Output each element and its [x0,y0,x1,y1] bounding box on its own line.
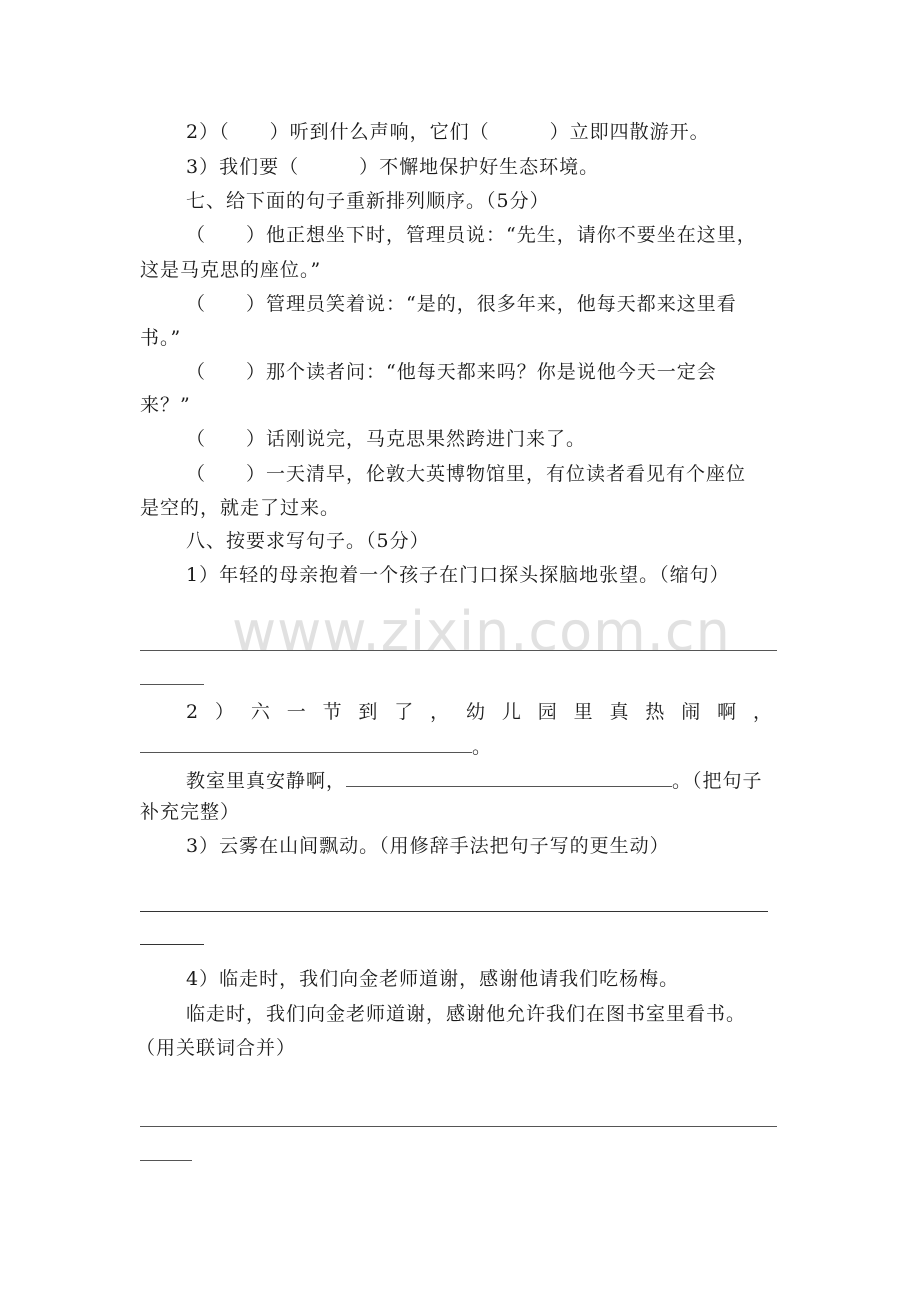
q8-item-4-line3: （用关联词合并） [136,1037,297,1059]
q7-sentence-e-line2: 是空的，就走了过来。 [140,497,341,519]
q7-sentence-a-line1: （ ）他正想坐下时，管理员说：“先生，请你不要坐在这里， [186,224,757,246]
q7-sentence-b-line2: 书。” [140,327,182,349]
q8-item-3: 3）云雾在山间飘动。（用修辞手法把句子写的更生动） [186,835,670,857]
q7-sentence-e-line1: （ ）一天清早，伦敦大英博物馆里，有位读者看见有个座位 [186,463,747,485]
q8-item-4-line2: 临走时，我们向金老师道谢，感谢他允许我们在图书室里看书。 [186,1003,747,1025]
q7-sentence-d: （ ）话刚说完，马克思果然跨进门来了。 [186,428,587,450]
q7-sentence-b-line1: （ ）管理员笑着说：“是的，很多年来，他每天都来这里看 [186,293,737,315]
q8-item-2-line2 [140,734,780,759]
q6-item-2: 2）（ ）听到什么声响，它们（ ）立即四散游开。 [186,121,710,143]
answer-line-1[interactable] [140,650,777,651]
q8-item-2-line3-start: 教室里真安静啊， [186,770,347,792]
watermark: www.zixin.com.cn [232,600,731,663]
q7-sentence-c-line1: （ ）那个读者问：“他每天都来吗？你是说他今天一定会 [186,361,717,383]
q8-item-1: 1）年轻的母亲抱着一个孩子在门口探头探脑地张望。（缩句） [186,564,730,586]
q8-item-2-line1: 2）六一节到了，幼儿园里真热闹啊， [186,701,780,723]
blank-fill-1[interactable] [140,734,472,753]
q8-item-2-line2-end: 。 [472,736,493,758]
q7-sentence-c-line2: 来？” [140,394,191,416]
answer-line-3-continued[interactable] [140,944,204,945]
answer-line-1-continued[interactable] [140,684,204,685]
q8-item-2-line4: 补充完整） [140,801,241,823]
blank-fill-2[interactable] [346,768,672,787]
answer-line-4[interactable] [140,1126,777,1127]
q8-item-4-line1: 4）临走时，我们向金老师道谢，感谢他请我们吃杨梅。 [186,968,680,990]
section-8-title: 八、按要求写句子。（5分） [186,530,430,552]
q7-sentence-a-line2: 这是马克思的座位。” [140,259,322,281]
q6-item-3: 3）我们要（ ）不懈地保护好生态环境。 [186,156,600,178]
answer-line-3[interactable] [140,911,768,912]
section-7-title: 七、给下面的句子重新排列顺序。（5分） [186,190,550,212]
q8-item-2-line3-end: 。（把句子 [672,770,763,792]
q8-item-2-line3 [186,768,780,793]
answer-line-4-continued[interactable] [140,1160,192,1161]
